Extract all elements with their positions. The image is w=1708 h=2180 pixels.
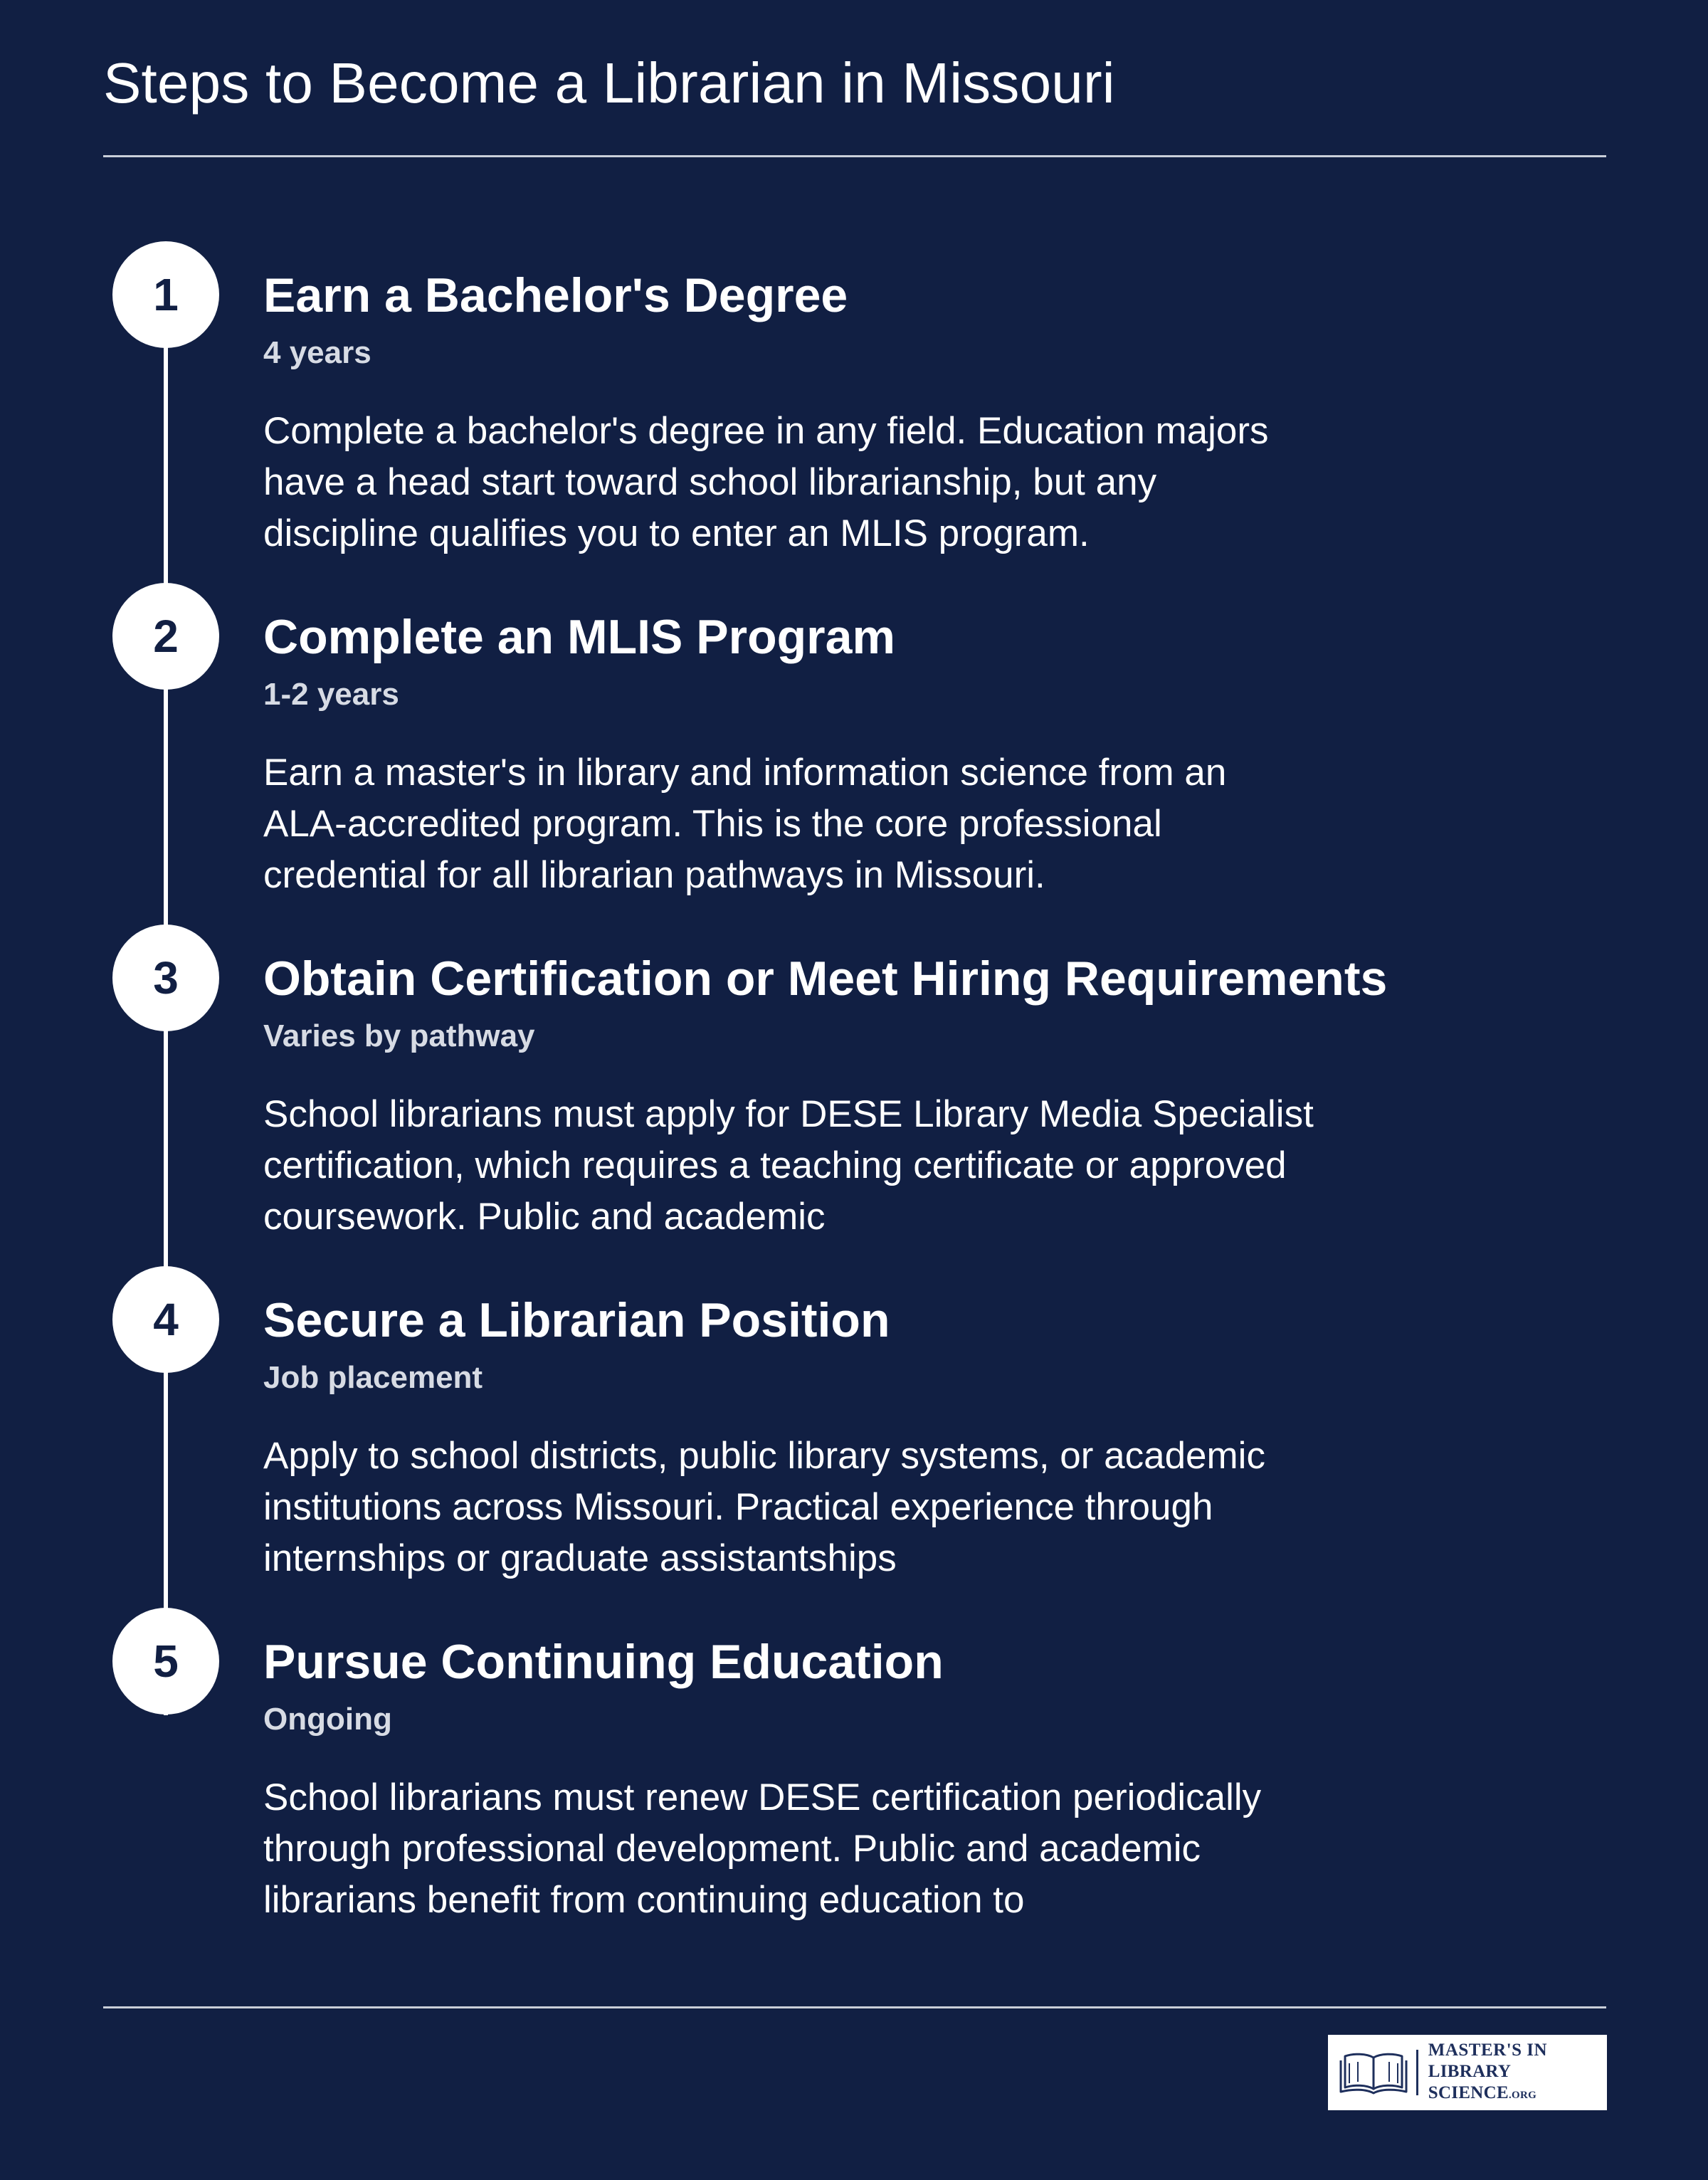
- step-1-title: Earn a Bachelor's Degree: [263, 268, 848, 322]
- step-4-number-badge: 4: [112, 1266, 219, 1373]
- logo-wordmark: [1428, 2040, 1607, 2106]
- step-4-duration: Job placement: [263, 1360, 483, 1395]
- step-4: [263, 1288, 1331, 1584]
- logo-line-1: MASTER'S IN: [1428, 2040, 1548, 2060]
- step-2-title: Complete an MLIS Program: [263, 610, 895, 664]
- step-4-title: Secure a Librarian Position: [263, 1293, 890, 1347]
- step-3-duration: Varies by pathway: [263, 1018, 535, 1053]
- bottom-divider: [103, 2006, 1606, 2008]
- site-logo: [1328, 2035, 1607, 2110]
- step-2-duration: 1-2 years: [263, 677, 399, 712]
- logo-line-2: [1428, 2061, 1607, 2106]
- step-4-description: Apply to school districts, public library systems, or academic institutions across Missouri. Practical experience through internships or graduate assistantships: [263, 1435, 1265, 1579]
- step-3-number-badge: 3: [112, 925, 219, 1031]
- step-5: [263, 1630, 1331, 1926]
- step-5-description: School librarians must renew DESE certification periodically through professional development. Public and academic librarians benefit from continuing education to: [263, 1776, 1262, 1921]
- step-2: [263, 605, 1331, 901]
- step-2-number-badge: 2: [112, 583, 219, 690]
- step-5-title: Pursue Continuing Education: [263, 1635, 944, 1689]
- logo-line-2-text: LIBRARY SCIENCE: [1428, 2061, 1511, 2102]
- page-title: Steps to Become a Librarian in Missouri: [103, 51, 1115, 115]
- step-1: [263, 263, 1331, 559]
- step-3-title: Obtain Certification or Meet Hiring Requirements: [263, 952, 1388, 1006]
- logo-suffix: .ORG: [1509, 2089, 1537, 2101]
- step-1-description: Complete a bachelor's degree in any field. Education majors have a head start toward school librarianship, but any discipline qualifies you to enter an MLIS program.: [263, 410, 1269, 554]
- top-divider: [103, 155, 1606, 157]
- step-2-description: Earn a master's in library and information science from an ALA-accredited program. This is the core professional credential for all librarian pathways in Missouri.: [263, 752, 1227, 896]
- step-3-description: School librarians must apply for DESE Library Media Specialist certification, which requires a teaching certificate or approved coursework. Public and academic: [263, 1093, 1314, 1238]
- step-3: [263, 947, 1388, 1243]
- logo-separator: [1416, 2050, 1418, 2095]
- step-5-duration: Ongoing: [263, 1702, 392, 1737]
- open-book-icon: [1338, 2048, 1409, 2097]
- step-5-number-badge: 5: [112, 1608, 219, 1715]
- step-1-duration: 4 years: [263, 335, 371, 370]
- step-1-number-badge: 1: [112, 241, 219, 348]
